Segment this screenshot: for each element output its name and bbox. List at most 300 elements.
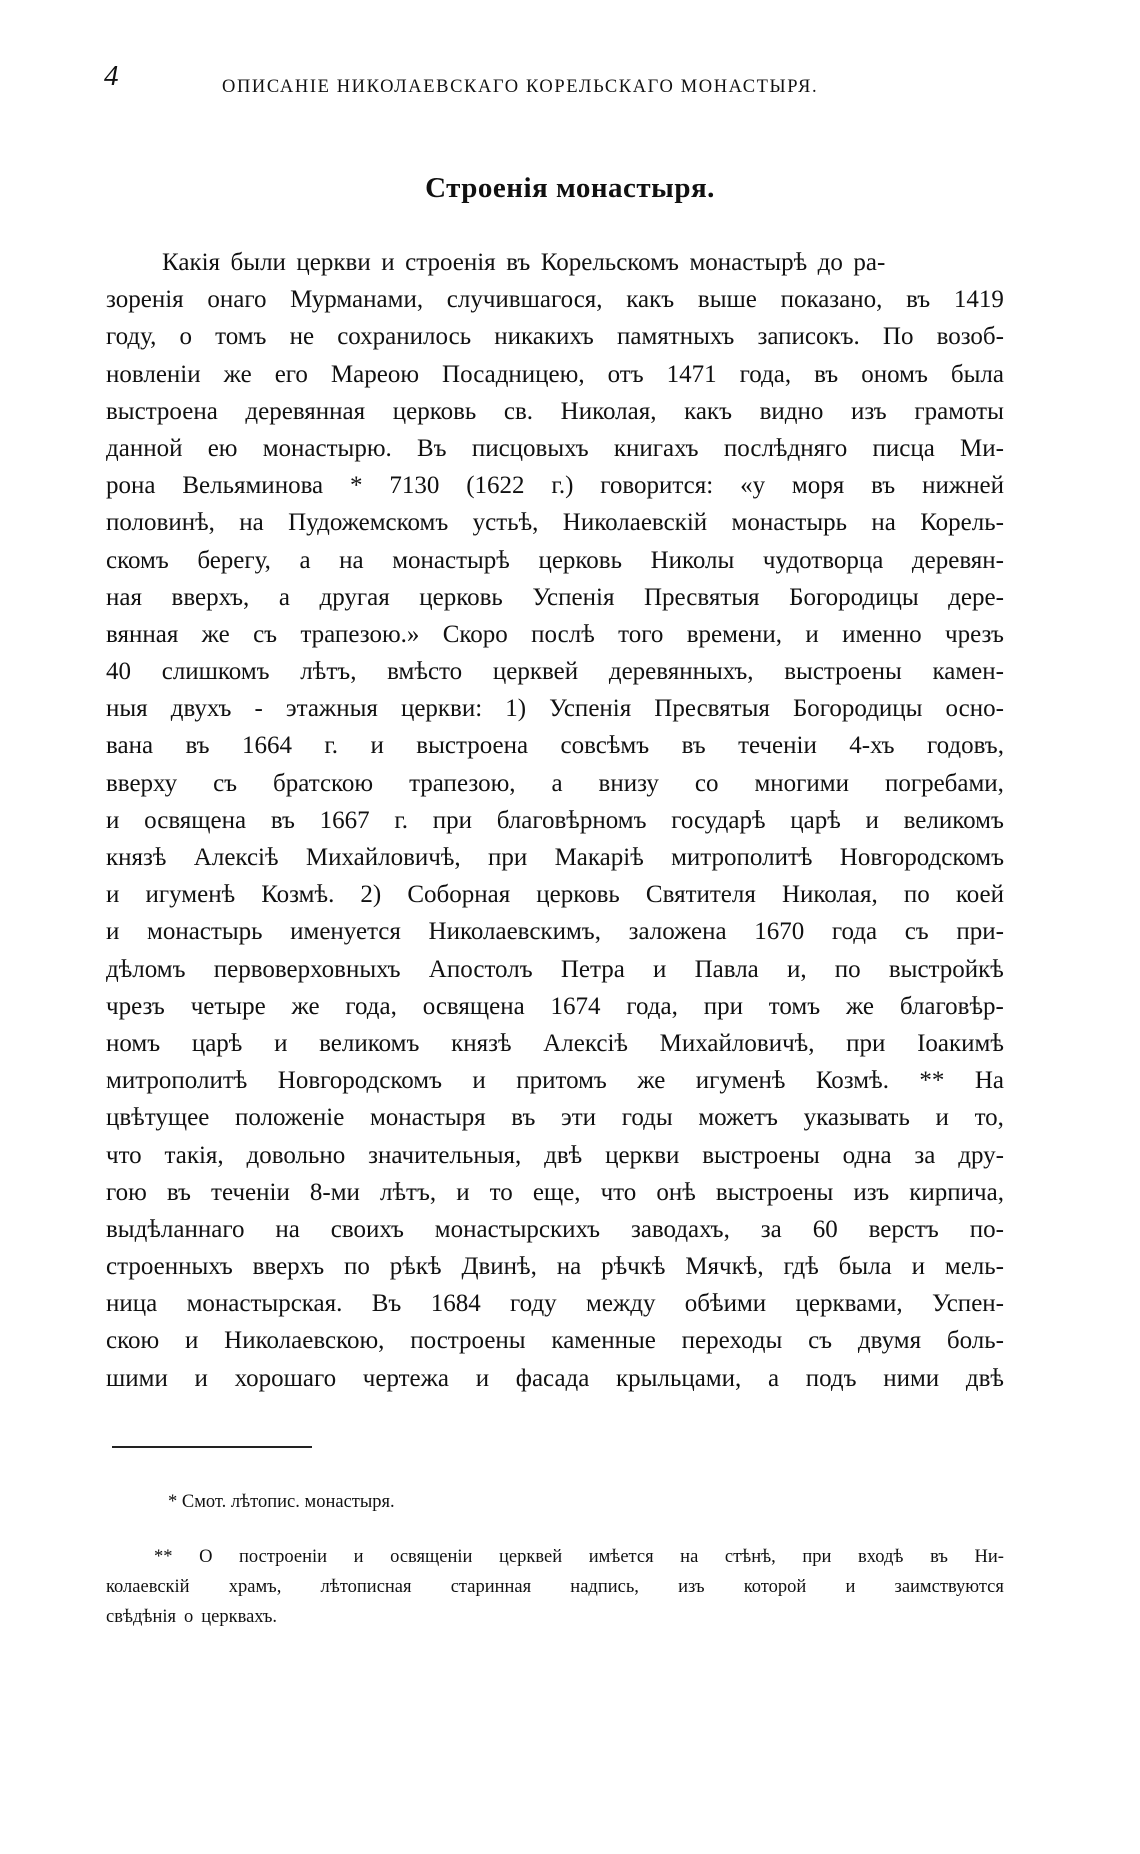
- word: и: [381, 249, 395, 276]
- word: изъ: [678, 1577, 705, 1597]
- word: Корель-: [920, 509, 1004, 537]
- word: хорошаго: [234, 1364, 337, 1392]
- word: вана: [106, 732, 154, 760]
- word: Павла: [694, 955, 759, 983]
- footnote-1: * Смот. лѣтопис. монастыря.: [168, 1492, 395, 1512]
- word: Богородицы: [792, 695, 923, 723]
- word: церковь: [419, 583, 503, 611]
- word: церкви:: [400, 695, 483, 723]
- word: именуется: [290, 918, 401, 946]
- word: въ: [270, 806, 295, 834]
- word: погребами,: [884, 769, 1004, 797]
- word: и: [370, 732, 384, 760]
- word: крыльцами,: [616, 1364, 742, 1392]
- word: великомъ: [319, 1029, 420, 1057]
- word: а: [278, 583, 290, 611]
- word: ныя: [106, 695, 148, 723]
- word: и: [106, 918, 120, 946]
- word: церкви: [296, 249, 371, 276]
- running-head: ОПИСАНІЕ НИКОЛАЕВСКАГО КОРЕЛЬСКАГО МОНАСТЫРЯ.: [222, 77, 819, 97]
- word: возоб-: [936, 323, 1004, 351]
- word: указывать: [803, 1104, 910, 1132]
- word: же: [223, 360, 252, 388]
- word: что: [106, 1141, 142, 1169]
- word: и: [184, 1327, 199, 1355]
- word: На: [974, 1067, 1004, 1095]
- word: въ: [166, 1178, 191, 1206]
- word: Николаевскимъ,: [428, 918, 601, 946]
- word: двѣ: [544, 1141, 583, 1169]
- word: на: [275, 1215, 300, 1243]
- word: Николаевскою,: [224, 1327, 385, 1355]
- word: церквахъ.: [201, 1607, 278, 1627]
- word: дру-: [958, 1141, 1004, 1169]
- word: 40: [106, 658, 131, 686]
- word: трапезою,: [409, 769, 516, 797]
- word: при: [488, 844, 528, 871]
- body-line: [106, 281, 1004, 318]
- word: чудотворца: [762, 546, 884, 574]
- word: храмъ,: [228, 1577, 282, 1597]
- word: входѣ: [858, 1547, 904, 1567]
- word: заимствуются: [894, 1577, 1004, 1597]
- word: выстройкѣ: [888, 955, 1004, 983]
- body-line: [106, 653, 1004, 690]
- word: Мячкѣ,: [685, 1253, 764, 1281]
- word: Петра: [560, 955, 625, 983]
- word: Козмѣ.: [815, 1067, 889, 1095]
- word: книгахъ: [613, 434, 699, 462]
- word: какъ: [626, 286, 675, 314]
- word: устьѣ,: [472, 509, 539, 537]
- word: 1684: [430, 1290, 481, 1318]
- word: же: [291, 992, 320, 1020]
- word: ономъ: [861, 360, 928, 388]
- word: и: [353, 1547, 364, 1567]
- word: и: [935, 1104, 949, 1132]
- word: писца: [872, 434, 935, 462]
- word: Скоро: [442, 620, 508, 648]
- word: при: [703, 992, 743, 1020]
- word: «у: [740, 472, 766, 500]
- word: игуменѣ: [695, 1067, 786, 1095]
- word: еще,: [532, 1178, 581, 1206]
- body-line: [106, 839, 1004, 876]
- word: Ни-: [974, 1547, 1004, 1567]
- word: годовъ,: [926, 732, 1004, 760]
- word: въ: [871, 472, 896, 500]
- word: гою: [106, 1178, 147, 1206]
- word: Козмѣ.: [261, 881, 335, 909]
- word: значительныя,: [368, 1141, 522, 1169]
- word: съ: [904, 918, 929, 946]
- word: Какія: [162, 249, 221, 276]
- word: осно-: [945, 695, 1004, 723]
- body-line: [106, 690, 1004, 727]
- word: Въ: [416, 434, 447, 462]
- word: притомъ: [516, 1067, 607, 1095]
- word: построены: [410, 1327, 526, 1355]
- body-line: [106, 765, 1004, 802]
- word: рѣкѣ: [389, 1253, 442, 1281]
- word: освящена: [144, 806, 247, 834]
- word: Алексіѣ: [193, 844, 279, 871]
- word: при: [846, 1029, 886, 1057]
- word: и: [274, 1029, 288, 1057]
- word: *: [350, 472, 363, 500]
- word: -: [254, 695, 263, 723]
- word: на: [680, 1547, 699, 1567]
- word: двѣ: [965, 1364, 1004, 1392]
- word: томъ: [768, 992, 821, 1020]
- word: Апостолъ: [428, 955, 533, 983]
- word: князѣ: [106, 844, 167, 871]
- word: колаевскій: [106, 1577, 190, 1597]
- word: и: [805, 620, 819, 648]
- footnote-2-line: [106, 1542, 1004, 1572]
- word: надпись,: [570, 1577, 639, 1597]
- word: одна: [842, 1141, 892, 1169]
- word: за: [760, 1215, 782, 1243]
- word: ними: [883, 1364, 940, 1392]
- word: Пресвятыя: [643, 583, 760, 611]
- word: на: [871, 509, 896, 537]
- word: грамоты: [914, 397, 1004, 425]
- body-line: [106, 913, 1004, 950]
- word: Вельяминова: [182, 472, 324, 500]
- word: и: [865, 806, 879, 834]
- body-line: [106, 988, 1004, 1025]
- word: съ: [808, 1327, 833, 1355]
- body-line: [106, 467, 1004, 504]
- word: а: [551, 769, 563, 797]
- word: по: [344, 1253, 370, 1281]
- word: **: [154, 1547, 173, 1567]
- body-line: [106, 393, 1004, 430]
- word: Іоакимѣ: [917, 1029, 1004, 1057]
- body-line: [106, 1025, 1004, 1062]
- word: памятныхъ: [616, 323, 735, 351]
- word: освященіи: [390, 1547, 473, 1567]
- word: Мареою: [330, 360, 420, 388]
- footnote-2-line: [106, 1572, 1004, 1602]
- word: на: [556, 1253, 582, 1281]
- word: Николая,: [560, 397, 657, 425]
- word: между: [586, 1290, 656, 1318]
- word: переходы: [681, 1327, 783, 1355]
- word: по: [834, 955, 861, 983]
- word: двумя: [857, 1327, 922, 1355]
- word: ею: [207, 434, 238, 462]
- body-line: [106, 616, 1004, 653]
- word: Соборная: [407, 881, 511, 909]
- word: томъ: [215, 323, 267, 351]
- word: въ: [930, 1547, 948, 1567]
- word: выстроена: [416, 732, 529, 760]
- word: двухъ: [170, 695, 232, 723]
- word: вверхъ,: [171, 583, 250, 611]
- word: отъ: [607, 360, 644, 388]
- word: и: [911, 1253, 925, 1281]
- word: (1622: [466, 472, 525, 500]
- word: не: [289, 323, 315, 351]
- word: того: [618, 620, 664, 648]
- word: 1667: [319, 806, 370, 834]
- word: государѣ: [671, 806, 766, 834]
- word: св.: [503, 397, 534, 425]
- word: и: [845, 1577, 856, 1597]
- word: года,: [626, 992, 678, 1020]
- body-line: [106, 727, 1004, 764]
- body-line: [106, 579, 1004, 616]
- body-line: [106, 356, 1004, 393]
- word: чрезъ: [945, 620, 1004, 648]
- word: митрополитѣ: [671, 844, 813, 871]
- word: при-: [956, 918, 1004, 946]
- word: въ: [506, 249, 531, 276]
- word: и: [652, 955, 667, 983]
- word: По: [882, 323, 914, 351]
- word: Двинѣ,: [461, 1253, 537, 1281]
- word: церквей: [492, 658, 579, 686]
- word: Посадницею,: [442, 360, 585, 388]
- word: старинная: [450, 1577, 532, 1597]
- body-line: [106, 1062, 1004, 1099]
- word: именно: [842, 620, 922, 648]
- page-number: 4: [104, 60, 119, 92]
- word: Корельскомъ: [540, 249, 679, 276]
- body-line: [106, 1174, 1004, 1211]
- word: которой: [743, 1577, 807, 1597]
- word: цвѣтущее: [106, 1104, 210, 1132]
- word: въ: [681, 732, 706, 760]
- word: монастырь: [731, 509, 848, 537]
- word: при: [802, 1547, 832, 1567]
- word: митрополитѣ: [106, 1067, 248, 1095]
- word: дере-: [948, 583, 1004, 611]
- body-line: [106, 244, 1004, 281]
- word: деревянная: [245, 397, 366, 425]
- word: г.: [394, 806, 409, 834]
- word: 1): [505, 695, 527, 723]
- word: четыре: [190, 992, 266, 1020]
- word: и: [475, 1364, 490, 1392]
- word: Святителя: [645, 881, 756, 909]
- word: монастырѣ: [392, 546, 510, 574]
- word: годы: [621, 1104, 673, 1132]
- word: строенныхъ: [106, 1253, 233, 1281]
- word: послѣ: [531, 620, 595, 648]
- word: церкви: [605, 1141, 680, 1169]
- word: Николы: [650, 546, 735, 574]
- word: монастырскихъ: [434, 1215, 601, 1243]
- word: построеніи: [239, 1547, 328, 1567]
- word: 4-хъ: [849, 732, 895, 760]
- word: зоренія: [106, 286, 184, 314]
- word: новленіи: [106, 360, 201, 388]
- word: лѣтъ,: [300, 658, 357, 686]
- word: деревян-: [911, 546, 1004, 574]
- footnote-2-line: [106, 1602, 1004, 1632]
- word: выстроена: [106, 397, 218, 425]
- word: монастырская.: [186, 1290, 343, 1318]
- word: шими: [106, 1364, 168, 1392]
- word: какъ: [684, 397, 732, 425]
- word: а: [767, 1364, 780, 1392]
- word: берегу,: [197, 546, 271, 574]
- word: такія,: [164, 1141, 224, 1169]
- word: эти: [561, 1104, 597, 1132]
- word: Новгородскомъ: [839, 844, 1004, 871]
- word: изъ: [850, 397, 887, 425]
- word: о: [184, 1607, 194, 1627]
- body-line: [106, 542, 1004, 579]
- word: довольно: [246, 1141, 346, 1169]
- word: въ: [906, 286, 931, 314]
- body-line: [106, 1360, 1004, 1397]
- word: со: [694, 769, 719, 797]
- word: 2): [360, 881, 382, 909]
- word: 8-ми: [309, 1178, 360, 1206]
- word: и,: [786, 955, 807, 983]
- word: году: [510, 1290, 557, 1318]
- word: Въ: [371, 1290, 402, 1318]
- word: О: [199, 1547, 213, 1567]
- word: вянная: [106, 620, 179, 648]
- word: рѣчкѣ: [601, 1253, 666, 1281]
- body-text: [106, 244, 1004, 1397]
- word: другая: [319, 583, 390, 611]
- body-line: [106, 430, 1004, 467]
- word: писцовыхъ: [471, 434, 589, 462]
- word: первоверховныхъ: [213, 955, 401, 983]
- word: боль-: [946, 1327, 1004, 1355]
- word: года: [831, 918, 878, 946]
- word: нижней: [922, 472, 1004, 500]
- word: каменные: [551, 1327, 656, 1355]
- word: князѣ: [451, 1029, 512, 1057]
- word: 60: [812, 1215, 838, 1243]
- footnote-rule: [112, 1446, 312, 1448]
- word: слишкомъ: [161, 658, 270, 686]
- word: то,: [974, 1104, 1004, 1132]
- word: съ: [253, 620, 278, 648]
- word: церквей: [499, 1547, 563, 1567]
- word: скою: [106, 1327, 160, 1355]
- word: монастырь: [147, 918, 263, 946]
- word: половинѣ,: [106, 509, 215, 537]
- word: братскою: [273, 769, 374, 797]
- word: монастырю.: [262, 434, 392, 462]
- word: своихъ: [330, 1215, 404, 1243]
- body-line: [106, 504, 1004, 541]
- word: же: [845, 992, 875, 1020]
- word: свѣдѣнія: [106, 1607, 176, 1627]
- word: выстроены: [702, 1141, 820, 1169]
- word: этажныя: [285, 695, 378, 723]
- word: выдѣланнаго: [106, 1215, 245, 1243]
- word: совсѣмъ: [560, 732, 650, 760]
- word: о: [179, 323, 192, 351]
- word: теченіи: [211, 1178, 290, 1206]
- word: многими: [754, 769, 849, 797]
- word: **: [919, 1067, 945, 1095]
- word: Пресвятыя: [654, 695, 770, 723]
- word: верстъ: [868, 1215, 939, 1243]
- word: 1674: [550, 992, 601, 1020]
- word: Успенія: [549, 695, 632, 723]
- word: внизу: [598, 769, 659, 797]
- word: стѣнѣ,: [724, 1547, 776, 1567]
- word: Пудожемскомъ: [288, 509, 449, 537]
- word: заложена: [628, 918, 727, 946]
- word: лѣтописная: [320, 1577, 412, 1597]
- word: онѣ: [656, 1178, 696, 1206]
- word: за: [914, 1141, 936, 1169]
- word: то: [489, 1178, 513, 1206]
- word: Макаріѣ: [554, 844, 644, 871]
- word: ная: [106, 583, 142, 611]
- word: 1471: [666, 360, 717, 388]
- word: онаго: [207, 286, 267, 314]
- body-line: [106, 1248, 1004, 1285]
- word: записокъ.: [757, 323, 860, 351]
- word: церковь: [538, 546, 623, 574]
- word: подъ: [805, 1364, 857, 1392]
- word: строенія: [405, 249, 496, 276]
- word: коей: [955, 881, 1004, 909]
- word: чертежа: [362, 1364, 450, 1392]
- word: монастыря: [369, 1104, 486, 1132]
- word: Ми-: [960, 434, 1004, 462]
- word: рона: [106, 472, 156, 500]
- word: Николая,: [781, 881, 878, 909]
- word: 1670: [754, 918, 805, 946]
- word: чрезъ: [106, 992, 165, 1020]
- word: кирпича,: [909, 1178, 1004, 1206]
- word: года,: [345, 992, 397, 1020]
- word: благовѣр-: [899, 992, 1004, 1020]
- word: дѣломъ: [106, 955, 186, 983]
- word: 1664: [241, 732, 292, 760]
- word: вверхъ: [252, 1253, 325, 1281]
- body-line: [106, 1285, 1004, 1322]
- word: Новгородскомъ: [277, 1067, 442, 1095]
- word: выше: [697, 286, 757, 314]
- word: г.): [551, 472, 574, 500]
- body-line: [106, 1137, 1004, 1174]
- word: выстроены: [715, 1178, 834, 1206]
- word: до: [817, 249, 843, 276]
- word: а: [299, 546, 311, 574]
- word: и: [472, 1067, 486, 1095]
- word: изъ: [853, 1178, 890, 1206]
- word: номъ: [106, 1029, 161, 1057]
- word: при: [432, 806, 472, 834]
- word: Михайловичѣ,: [305, 844, 461, 871]
- word: сохранилось: [337, 323, 472, 351]
- word: времени,: [686, 620, 783, 648]
- word: монастырѣ: [689, 249, 808, 276]
- word: съ: [213, 769, 238, 797]
- word: на: [239, 509, 264, 537]
- word: показано,: [780, 286, 883, 314]
- body-line: [106, 951, 1004, 988]
- body-line: [106, 1211, 1004, 1248]
- word: церковь: [392, 397, 477, 425]
- word: года,: [739, 360, 792, 388]
- word: великомъ: [903, 806, 1004, 834]
